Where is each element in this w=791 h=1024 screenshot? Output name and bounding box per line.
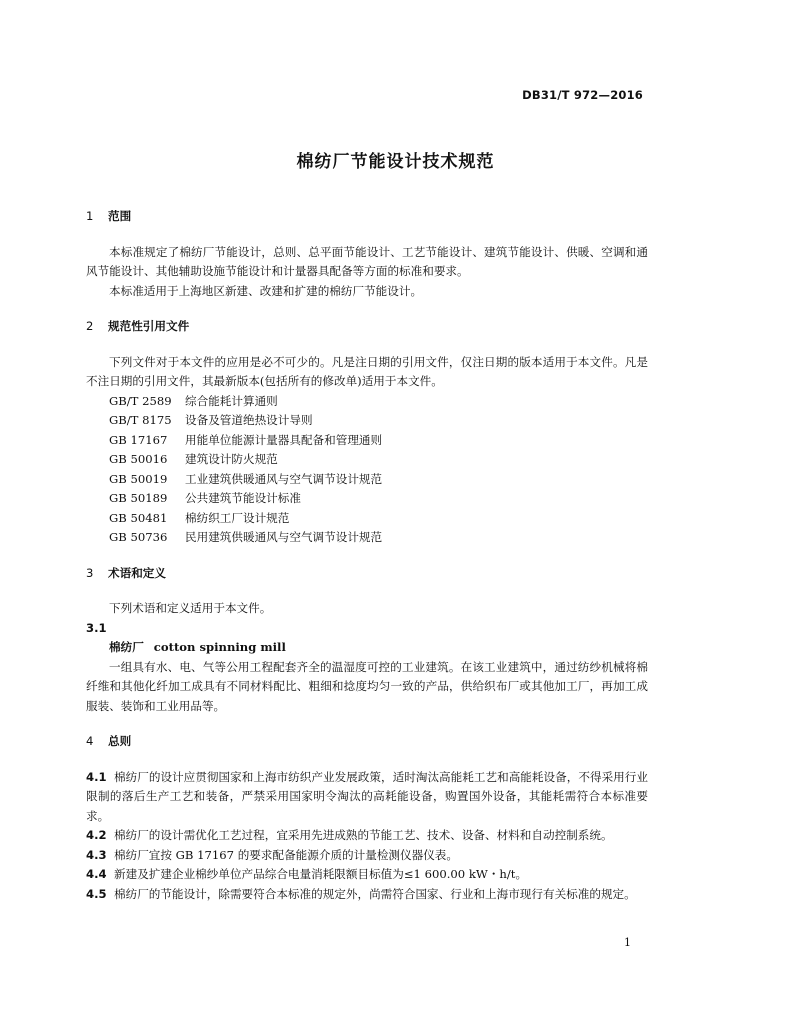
reference-title: 综合能耗计算通则	[185, 393, 278, 408]
reference-item	[86, 411, 648, 431]
section-title: 总则	[108, 734, 132, 748]
clause-number: 4.1	[86, 769, 107, 784]
clause	[86, 865, 648, 885]
reference-item	[86, 392, 648, 412]
paragraph: 下列术语和定义适用于本文件。	[109, 601, 272, 615]
clause	[86, 768, 648, 827]
reference-title: 棉纺织工厂设计规范	[185, 510, 290, 525]
reference-title: 用能单位能源计量器具配备和管理通则	[185, 432, 383, 447]
clause	[86, 826, 648, 846]
reference-title: 民用建筑供暖通风与空气调节设计规范	[185, 530, 383, 544]
term-definition: 一组具有水、电、气等公用工程配套齐全的温湿度可控的工业建筑。在该工业建筑中，通过纺纱机械将棉纤维和其他化纤加工成具有不同材料配比、粗细和捻度均匀一致的产品，供给织布厂或其他加工厂，再加工成服装、装饰和工业用品等。	[86, 659, 648, 713]
section-number: 2	[86, 319, 94, 333]
reference-title: 建筑设计防火规范	[185, 452, 278, 466]
reference-item	[86, 489, 648, 509]
term-number: 3.1	[86, 620, 107, 635]
clause-number: 4.2	[86, 828, 107, 842]
section-title: 术语和定义	[108, 565, 166, 580]
clause-text: 棉纺厂的设计需优化工艺过程，宜采用先进成熟的节能工艺、技术、设备、材料和自动控制系统。	[114, 828, 613, 842]
document-title: 棉纺厂节能设计技术规范	[296, 152, 495, 172]
reference-code: GB 50019	[109, 471, 168, 486]
reference-code: GB 17167	[109, 432, 168, 447]
paragraph: 下列文件对于本文件的应用是必不可少的。凡是注日期的引用文件，仅注日期的版本适用于本文件。凡是不注日期的引用文件，其最新版本(包括所有的修改单)适用于本文件。	[86, 354, 648, 388]
clause-text: 棉纺厂宜按 GB 17167 的要求配备能源介质的计量检测仪器仪表。	[114, 847, 458, 862]
paragraph: 本标准适用于上海地区新建、改建和扩建的棉纺厂节能设计。	[109, 283, 423, 298]
reference-code: GB 50016	[109, 452, 168, 466]
clause	[86, 846, 648, 866]
page-number: 1	[624, 936, 631, 949]
reference-item	[86, 431, 648, 451]
reference-title: 设备及管道绝热设计导则	[185, 413, 313, 427]
reference-item	[86, 470, 648, 490]
section-3-heading	[86, 564, 648, 584]
clause-text: 新建及扩建企业棉纱单位产品综合电量消耗限额目标值为≤1 600.00 kW・h/t。	[114, 867, 528, 881]
paragraph: 本标准规定了棉纺厂节能设计，总则、总平面节能设计、工艺节能设计、建筑节能设计、供暖、空调和通风节能设计、其他辅助设施节能设计和计量器具配备等方面的标准和要求。	[86, 244, 648, 278]
section-1-heading	[86, 207, 648, 227]
term-name	[86, 638, 648, 658]
clause-text: 棉纺厂的设计应贯彻国家和上海市纺织产业发展政策，适时淘汰高能耗工艺和高能耗设备，不得采用行业限制的落后生产工艺和装备，严禁采用国家明令淘汰的高耗能设备，购置国外设备，其能耗需符合本标准要求。	[86, 769, 648, 823]
reference-title: 工业建筑供暖通风与空气调节设计规范	[185, 471, 383, 486]
section-number: 1	[86, 209, 94, 223]
section-number: 3	[86, 565, 94, 580]
reference-item	[86, 450, 648, 470]
clause-text: 棉纺厂的节能设计，除需要符合本标准的规定外，尚需符合国家、行业和上海市现行有关标准的规定。	[114, 886, 636, 901]
section-title: 规范性引用文件	[108, 319, 190, 333]
document-body	[86, 207, 648, 904]
section-2-heading	[86, 317, 648, 337]
reference-code: GB/T 8175	[109, 413, 172, 427]
reference-title: 公共建筑节能设计标准	[185, 491, 301, 505]
reference-item	[86, 528, 648, 548]
reference-code: GB 50481	[109, 510, 168, 525]
reference-code: GB 50189	[109, 491, 168, 505]
reference-item	[86, 509, 648, 529]
clause	[86, 885, 648, 905]
clause-number: 4.4	[86, 867, 107, 881]
term-name-cn: 棉纺厂	[109, 640, 144, 654]
reference-code: GB 50736	[109, 530, 168, 544]
clause-number: 4.3	[86, 847, 107, 862]
standard-code: DB31/T 972—2016	[522, 88, 643, 102]
section-title: 范围	[108, 209, 132, 223]
clause-number: 4.5	[86, 886, 107, 901]
reference-code: GB/T 2589	[109, 393, 172, 408]
term-name-en: cotton spinning mill	[153, 640, 286, 654]
normative-reference-list	[86, 392, 648, 548]
section-number: 4	[86, 734, 94, 748]
section-4-heading	[86, 732, 648, 752]
